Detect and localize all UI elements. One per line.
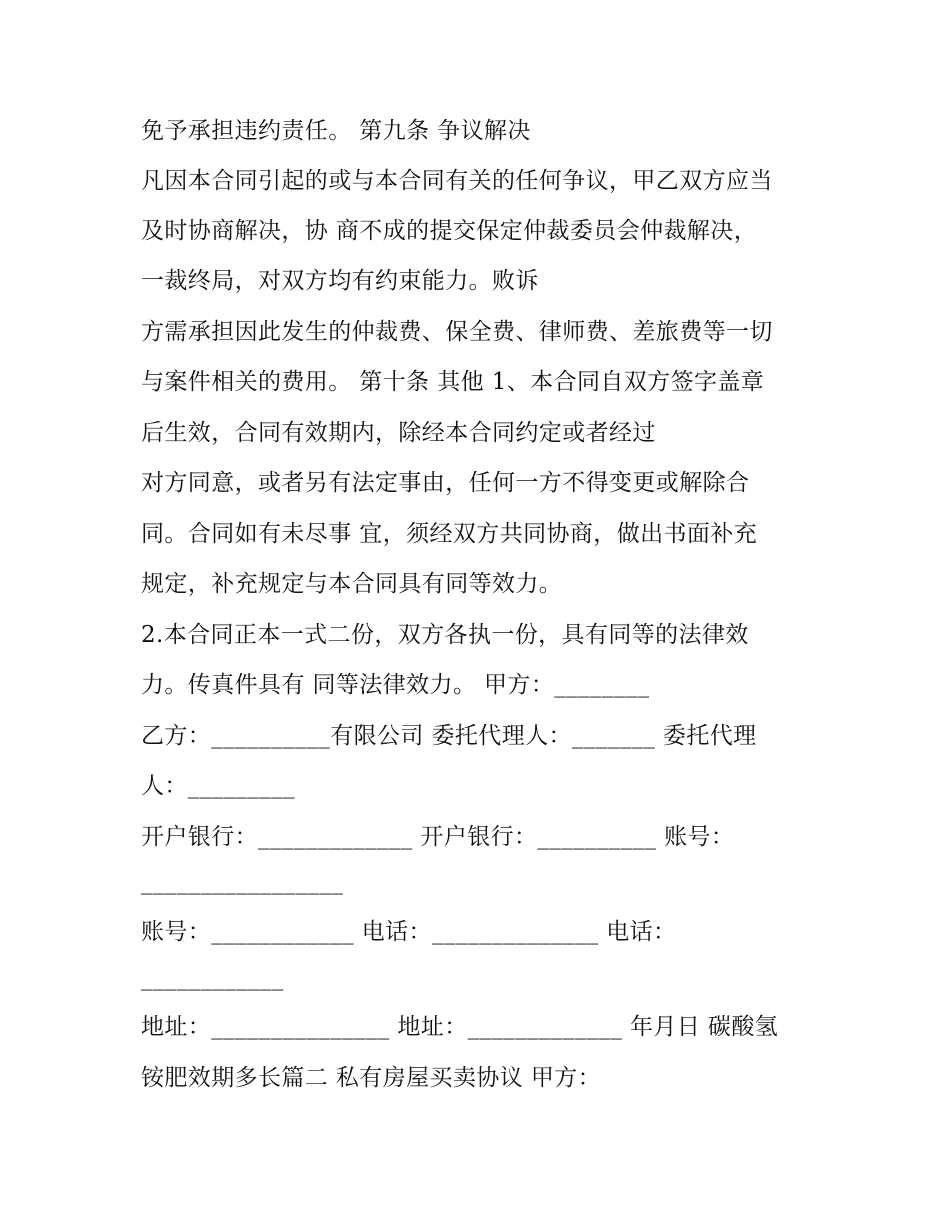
text-line: 免予承担违约责任。 第九条 争议解决 — [141, 118, 531, 144]
text-line: 一裁终局，对双方均有约束能力。败诉 — [141, 268, 539, 294]
text-line: 与案件相关的费用。 第十条 其他 1、本合同自双方签字盖章 — [141, 369, 765, 395]
text-line: 规定，补充规定与本合同具有同等效力。 — [141, 571, 563, 597]
text-line: 开户银行：_____________ 开户银行：__________ 账号： — [141, 824, 735, 850]
text-line: 2.本合同正本一式二份，双方各执一份，具有同等的法律效 — [141, 622, 749, 648]
text-line: 对方同意，或者另有法定事由，任何一方不得变更或解除合 — [141, 470, 750, 496]
text-line: 力。传真件具有 同等法律效力。 甲方：________ — [141, 672, 650, 698]
text-line: 后生效，合同有效期内，除经本合同约定或者经过 — [141, 420, 656, 446]
text-line: 及时协商解决，协 商不成的提交保定仲裁委员会仲裁解决， — [141, 218, 758, 244]
text-line: 乙方：__________有限公司 委托代理人：_______ 委托代理 — [141, 723, 757, 749]
text-line: 凡因本合同引起的或与本合同有关的任何争议，甲乙双方应当 — [141, 168, 773, 194]
text-line: 铵肥效期多长篇二 私有房屋买卖协议 甲方： — [141, 1065, 602, 1091]
text-line: 同。合同如有未尽事 宜，须经双方共同协商，做出书面补充 — [141, 521, 758, 547]
text-line: 人：_________ — [141, 773, 295, 799]
text-line: _________________ — [141, 869, 344, 895]
text-line: ____________ — [141, 965, 284, 991]
text-line: 账号：____________ 电话：______________ 电话： — [141, 919, 677, 945]
text-line: 方需承担因此发生的仲裁费、保全费、律师费、差旅费等一切 — [141, 319, 773, 345]
text-line: 地址：_______________ 地址：_____________ 年月日 碳酸氢 — [141, 1014, 779, 1040]
